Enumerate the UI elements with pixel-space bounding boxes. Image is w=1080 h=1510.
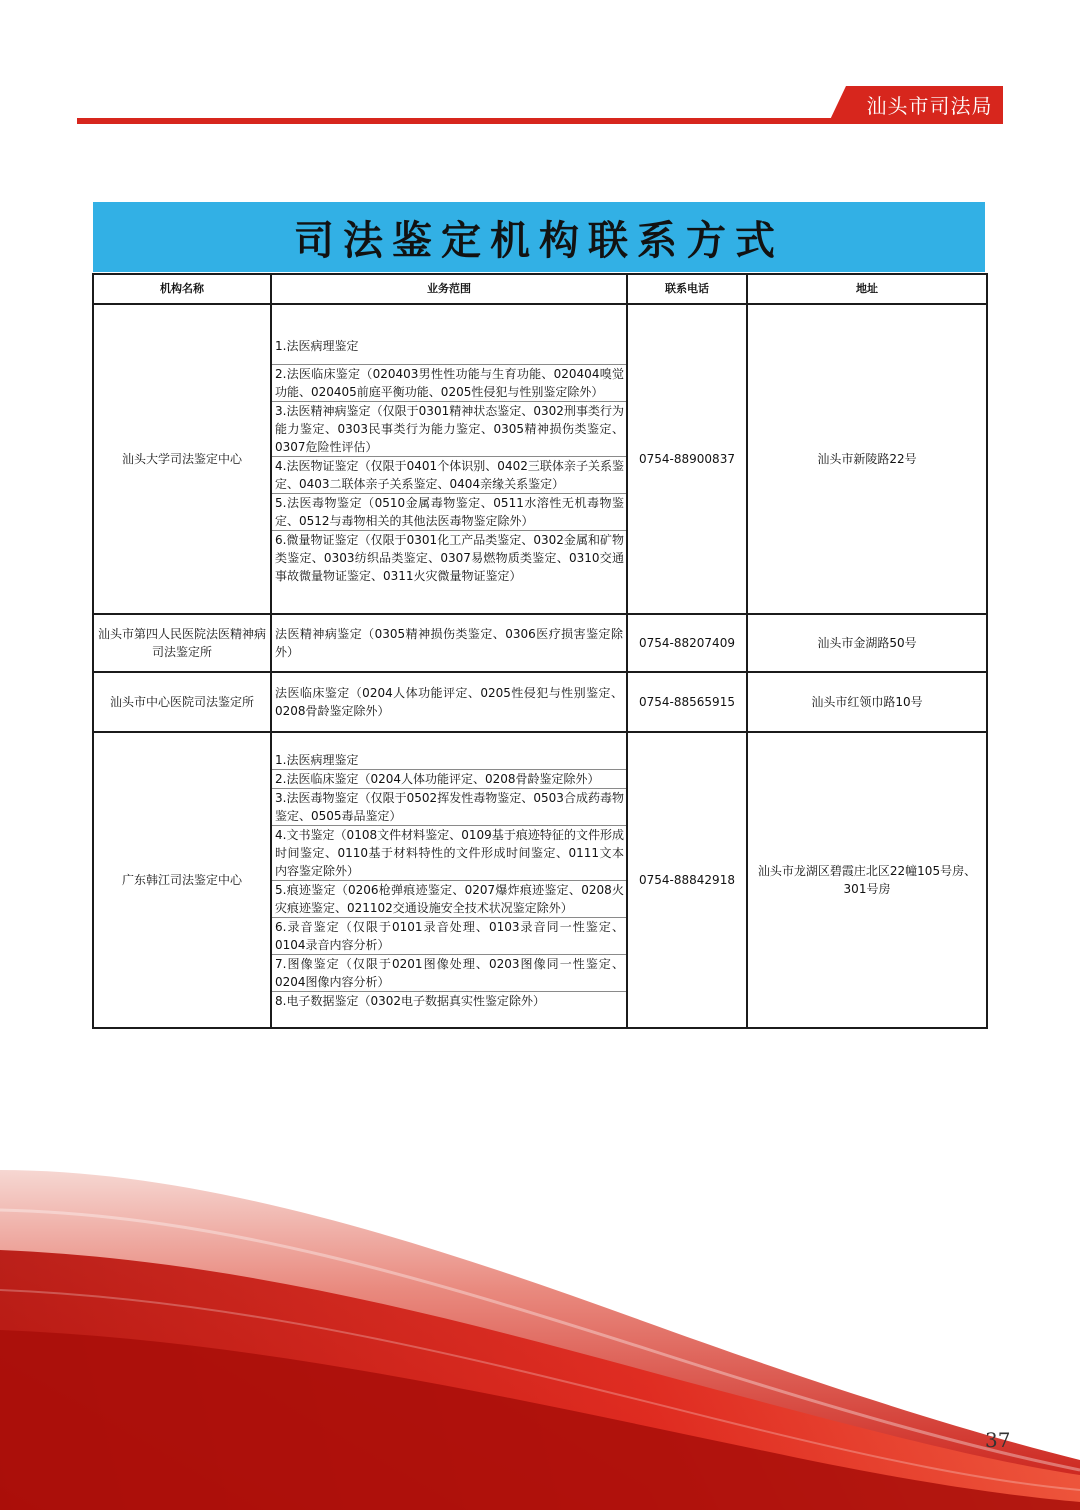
contact-phone: 0754-88900837 <box>627 304 747 614</box>
page-number: 37 <box>985 1428 1011 1452</box>
scope-item: 2.法医临床鉴定（0204人体功能评定、0208骨龄鉴定除外） <box>272 770 626 789</box>
business-scope <box>271 304 627 614</box>
title-banner <box>93 202 985 272</box>
table-row <box>93 304 987 614</box>
table-header-row <box>93 274 987 304</box>
scope-item: 法医精神病鉴定（0305精神损伤类鉴定、0306医疗损害鉴定除外） <box>275 627 623 659</box>
column-header-name: 机构名称 <box>93 274 271 304</box>
scope-item: 3.法医精神病鉴定（仅限于0301精神状态鉴定、0302刑事类行为能力鉴定、0303民事类行为能力鉴定、0305精神损伤类鉴定、0307危险性评估） <box>272 402 626 457</box>
contact-phone: 0754-88565915 <box>627 672 747 732</box>
address: 汕头市红领巾路10号 <box>747 672 987 732</box>
red-wave-decoration <box>0 1130 1080 1510</box>
column-header-address: 地址 <box>747 274 987 304</box>
column-header-scope: 业务范围 <box>271 274 627 304</box>
table-row <box>93 672 987 732</box>
business-scope <box>271 614 627 672</box>
header-org-name: 汕头市司法局 <box>866 94 993 118</box>
scope-item: 6.录音鉴定（仅限于0101录音处理、0103录音同一性鉴定、0104录音内容分析） <box>272 918 626 955</box>
address: 汕头市金湖路50号 <box>747 614 987 672</box>
contact-phone: 0754-88207409 <box>627 614 747 672</box>
scope-item: 4.法医物证鉴定（仅限于0401个体识别、0402三联体亲子关系鉴定、0403二联体亲子关系鉴定、0404亲缘关系鉴定） <box>272 457 626 494</box>
address: 汕头市龙湖区碧霞庄北区22幢105号房、301号房 <box>747 732 987 1028</box>
business-scope <box>271 732 627 1028</box>
address: 汕头市新陵路22号 <box>747 304 987 614</box>
page-title: 司法鉴定机构联系方式 <box>294 217 784 264</box>
business-scope <box>271 672 627 732</box>
scope-item: 3.法医毒物鉴定（仅限于0502挥发性毒物鉴定、0503合成药毒物鉴定、0505毒品鉴定） <box>272 789 626 826</box>
scope-item: 5.法医毒物鉴定（0510金属毒物鉴定、0511水溶性无机毒物鉴定、0512与毒物相关的其他法医毒物鉴定除外） <box>272 494 626 531</box>
scope-item: 8.电子数据鉴定（0302电子数据真实性鉴定除外） <box>275 993 545 1008</box>
scope-item: 法医临床鉴定（0204人体功能评定、0205性侵犯与性别鉴定、0208骨龄鉴定除外） <box>275 686 623 718</box>
scope-item: 7.图像鉴定（仅限于0201图像处理、0203图像同一性鉴定、0204图像内容分析） <box>272 955 626 992</box>
institution-name: 汕头大学司法鉴定中心 <box>93 304 271 614</box>
institution-name: 汕头市中心医院司法鉴定所 <box>93 672 271 732</box>
table-row <box>93 732 987 1028</box>
scope-item: 1.法医病理鉴定 <box>272 751 626 770</box>
scope-item: 6.微量物证鉴定（仅限于0301化工产品类鉴定、0302金属和矿物类鉴定、0303纺织品类鉴定、0307易燃物质类鉴定、0310交通事故微量物证鉴定、0311火灾微量物证鉴定） <box>275 533 624 583</box>
institution-table <box>92 273 988 1029</box>
column-header-phone: 联系电话 <box>627 274 747 304</box>
institution-name: 广东韩江司法鉴定中心 <box>93 732 271 1028</box>
scope-item: 5.痕迹鉴定（0206枪弹痕迹鉴定、0207爆炸痕迹鉴定、0208火灾痕迹鉴定、021102交通设施安全技术状况鉴定除外） <box>272 881 626 918</box>
contact-phone: 0754-88842918 <box>627 732 747 1028</box>
institution-name: 汕头市第四人民医院法医精神病司法鉴定所 <box>93 614 271 672</box>
scope-item: 4.文书鉴定（0108文件材料鉴定、0109基于痕迹特征的文件形成时间鉴定、0110基于材料特性的文件形成时间鉴定、0111文本内容鉴定除外） <box>272 826 626 881</box>
scope-item: 1.法医病理鉴定 <box>272 333 626 365</box>
scope-item: 2.法医临床鉴定（020403男性性功能与生育功能、020404嗅觉功能、020405前庭平衡功能、0205性侵犯与性别鉴定除外） <box>272 365 626 402</box>
table-row <box>93 614 987 672</box>
